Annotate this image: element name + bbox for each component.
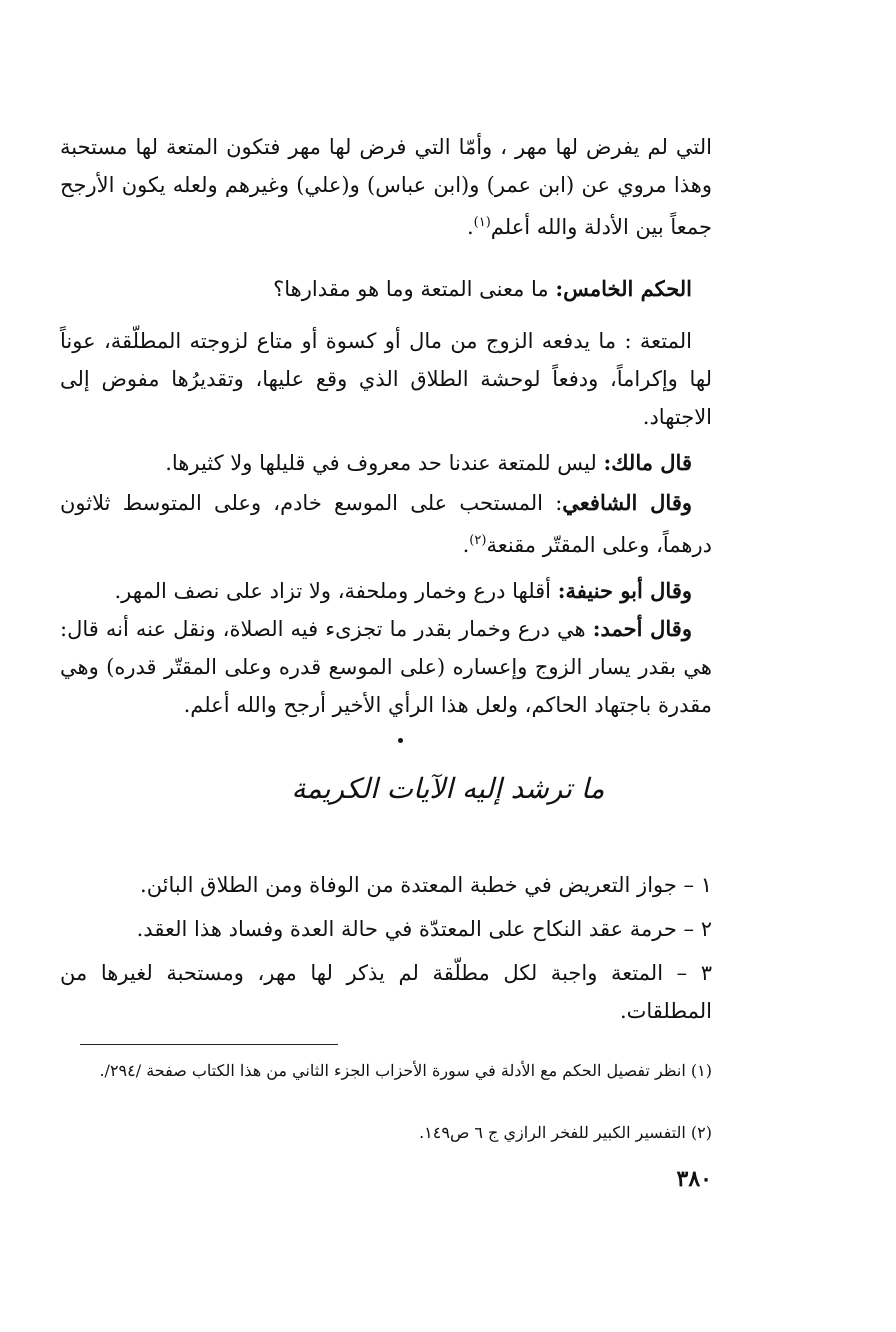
list-item: ٢ – حرمة عقد النكاح على المعتدّة في حالة العدة وفساد هذا العقد.	[136, 917, 712, 941]
paragraph-text: التي لم يفرض لها مهر ، وأمّا التي فرض لها مهر فتكون المتعة لها مستحبة وهذا مروي عن (ابن عمر) و(ابن عباس) و(علي) وغيرهم ولعله يكون الأرجح جمعاً بين الأدلة والله أعلم	[60, 135, 712, 239]
malik-text: ليس للمتعة عندنا حد معروف في قليلها ولا كثيرها.	[165, 451, 597, 475]
item-text: حرمة عقد النكاح على المعتدّة في حالة العدة وفساد هذا العقد.	[136, 917, 677, 941]
shafii-text: : المستحب على الموسع خادم، وعلى المتوسط ثلاثون درهماً، وعلى المقتّر مقنعة	[60, 491, 712, 557]
hanifa-label: وقال أبو حنيفة:	[557, 578, 692, 603]
footnote	[60, 1118, 712, 1148]
footnote-divider	[80, 1044, 338, 1045]
lessons-list	[60, 0, 712, 1332]
period: .	[462, 533, 470, 557]
item-number: ١	[700, 873, 712, 897]
footnote-ref[interactable]: (١)	[473, 215, 491, 230]
item-number: ٣	[700, 961, 712, 985]
footnote	[60, 1056, 712, 1086]
section-title: ما ترشد إليه الآيات الكريمة	[291, 772, 605, 805]
ahmad-text: هي درع وخمار بقدر ما تجزىء فيه الصلاة، ونقل عنه أنه قال: هي بقدر يسار الزوج وإعساره (على الموسع قدره وعلى المقتّر قدره) وهي مقدرة باجتهاد الحاكم، ولعل هذا الرأي الأخير أرجح والله أعلم.	[60, 617, 712, 717]
period: .	[466, 215, 474, 239]
mutah-label: المتعة :	[624, 329, 692, 353]
list-item: ٣ – المتعة واجبة لكل مطلّقة لم يذكر لها مهر، ومستحبة لغيرها من المطلقات.	[60, 961, 712, 1023]
footnote-number: (١)	[690, 1061, 712, 1080]
footnote-number: (٢)	[690, 1123, 712, 1142]
item-text: المتعة واجبة لكل مطلّقة لم يذكر لها مهر، ومستحبة لغيرها من المطلقات.	[60, 961, 712, 1023]
footnote-text: انظر تفصيل الحكم مع الأدلة في سورة الأحزاب الجزء الثاني من هذا الكتاب صفحة /٢٩٤/.	[99, 1061, 686, 1080]
mutah-text: ما يدفعه الزوج من مال أو كسوة أو متاع لزوجته المطلّقة، عوناً لها وإكراماً، ودفعاً لوحشة الطلاق الذي وقع عليها، وتقديرُها مفوض إلى الاجتهاد.	[60, 329, 712, 429]
page-number: ٣٨٠	[676, 1166, 712, 1192]
item-text: جواز التعريض في خطبة المعتدة من الوفاة ومن الطلاق البائن.	[140, 873, 677, 897]
malik-label: قال مالك:	[603, 450, 692, 475]
ruling-question: ما معنى المتعة وما هو مقدارها؟	[273, 277, 549, 301]
footnote-ref[interactable]: (٢)	[469, 533, 487, 548]
list-item: ١ – جواز التعريض في خطبة المعتدة من الوفاة ومن الطلاق البائن.	[140, 873, 712, 897]
footnote-text: التفسير الكبير للفخر الرازي ج ٦ ص١٤٩.	[419, 1123, 686, 1142]
ahmad-label: وقال أحمد:	[592, 616, 692, 641]
item-number: ٢	[700, 917, 712, 941]
shafii-label: وقال الشافعي	[562, 490, 693, 515]
ruling-heading: الحكم الخامس:	[555, 276, 692, 301]
hanifa-text: أقلها درع وخمار وملحفة، ولا تزاد على نصف المهر.	[114, 579, 552, 603]
